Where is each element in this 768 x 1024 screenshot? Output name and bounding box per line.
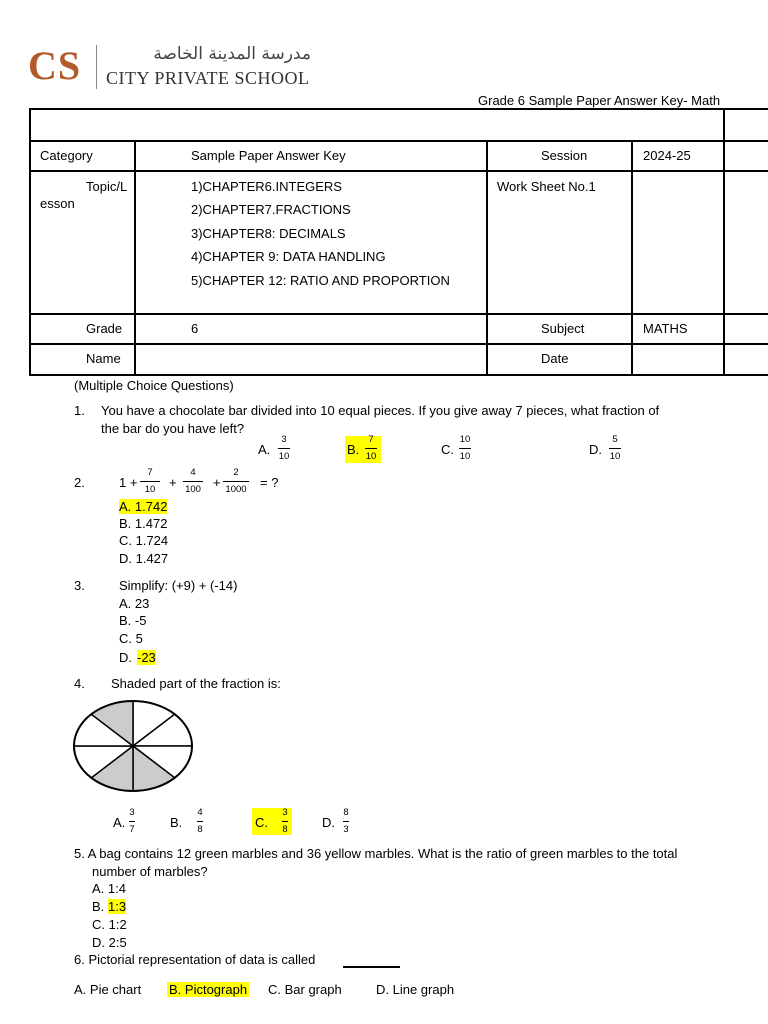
- expression-text: 1 +: [119, 475, 138, 490]
- answer-option-highlighted: 1:3: [108, 899, 127, 914]
- answer-option: A. Pie chart: [74, 982, 142, 997]
- question-text: Simplify: (+9) + (-14): [119, 578, 238, 593]
- answer-option: C. 1:2: [92, 917, 127, 932]
- question-text: 6. Pictorial representation of data is called: [74, 952, 316, 967]
- session-label: Session: [541, 148, 588, 163]
- question-number: 3.: [74, 578, 85, 593]
- answer-option: B. 1.472: [119, 516, 168, 531]
- table-border: [29, 343, 768, 345]
- subject-value: MATHS: [643, 321, 688, 336]
- grade-label: Grade: [86, 321, 123, 336]
- category-label: Category: [40, 148, 93, 163]
- option-letter: A.: [258, 442, 271, 457]
- answer-option-highlighted: B. Pictograph: [169, 982, 248, 997]
- option-letter: C.: [255, 815, 268, 830]
- grade-value: 6: [191, 321, 199, 336]
- answer-option: B. -5: [119, 613, 147, 628]
- expression-text: = ?: [260, 475, 279, 490]
- option-fraction: 8 3: [343, 807, 349, 835]
- question-text: You have a chocolate bar divided into 10 equal pieces. If you give away 7 pieces, what fraction of: [101, 403, 660, 418]
- question-number: 1.: [74, 403, 85, 418]
- option-fraction: 10 10: [459, 434, 471, 462]
- table-border: [29, 374, 768, 376]
- answer-option: A. 23: [119, 596, 150, 611]
- question-text: number of marbles?: [92, 864, 208, 879]
- chapter-item: 5)CHAPTER 12: RATIO AND PROPORTION: [191, 273, 450, 288]
- expression-fraction: 2 1000: [223, 468, 249, 494]
- document-title: Grade 6 Sample Paper Answer Key- Math: [478, 93, 721, 108]
- question-number: 2.: [74, 475, 85, 490]
- logo-divider: [96, 45, 97, 89]
- question-text: 5. A bag contains 12 green marbles and 36 yellow marbles. What is the ratio of green marbles to the total: [74, 846, 678, 861]
- option-fraction: 3 10: [278, 434, 290, 462]
- option-letter: B.: [170, 815, 183, 830]
- name-label: Name: [86, 351, 121, 366]
- school-name-english: CITY PRIVATE SCHOOL: [106, 68, 310, 88]
- answer-option: D. 2:5: [92, 935, 127, 950]
- answer-option: D. Line graph: [376, 982, 455, 997]
- expression-text: +: [169, 475, 177, 490]
- category-value: Sample Paper Answer Key: [191, 148, 346, 163]
- question-text: Shaded part of the fraction is:: [111, 676, 281, 691]
- option-fraction: 4 8: [197, 807, 203, 835]
- question-text: the bar do you have left?: [101, 421, 245, 436]
- topic-label-cont: esson: [40, 196, 75, 211]
- option-fraction: 5 10: [609, 434, 621, 462]
- answer-option-letter: B.: [92, 899, 105, 914]
- answer-option: C. 5: [119, 631, 143, 646]
- table-border: [723, 108, 725, 375]
- expression-text: +: [213, 475, 221, 490]
- question-number: 4.: [74, 676, 85, 691]
- option-fraction: 7 10: [365, 434, 377, 462]
- table-border: [29, 140, 768, 142]
- table-border: [29, 313, 768, 315]
- subject-label: Subject: [541, 321, 585, 336]
- table-border: [29, 108, 31, 375]
- table-border: [29, 170, 768, 172]
- table-border: [134, 140, 136, 375]
- school-name-arabic: مدرسة المدينة الخاصة: [153, 44, 311, 64]
- chapter-item: 1)CHAPTER6.INTEGERS: [191, 179, 342, 194]
- chapter-item: 2)CHAPTER7.FRACTIONS: [191, 202, 351, 217]
- option-letter: C.: [441, 442, 454, 457]
- chapter-item: 4)CHAPTER 9: DATA HANDLING: [191, 249, 386, 264]
- answer-option: A. 1:4: [92, 881, 126, 896]
- option-fraction: 3 8: [282, 807, 288, 835]
- option-letter: B.: [347, 442, 360, 457]
- date-label: Date: [541, 351, 569, 366]
- answer-blank-line: [343, 966, 400, 968]
- option-fraction: 3 7: [129, 807, 135, 835]
- answer-option-highlighted: A. 1.742: [119, 499, 168, 514]
- school-logo-abbr: CS: [28, 43, 82, 88]
- option-letter: A.: [113, 815, 126, 830]
- chapter-item: 3)CHAPTER8: DECIMALS: [191, 226, 346, 241]
- table-border: [29, 108, 768, 110]
- expression-fraction: 7 10: [140, 468, 160, 494]
- session-value: 2024-25: [643, 148, 691, 163]
- table-border: [631, 140, 633, 375]
- worksheet-number: Work Sheet No.1: [497, 179, 596, 194]
- topic-label: Topic/L: [86, 179, 128, 194]
- answer-option-highlighted: -23: [137, 650, 156, 665]
- expression-fraction: 4 100: [183, 468, 203, 494]
- fraction-circle-diagram: [70, 696, 196, 796]
- answer-option: C. Bar graph: [268, 982, 342, 997]
- option-letter: D.: [322, 815, 335, 830]
- option-letter: D.: [589, 442, 602, 457]
- answer-option: D. 1.427: [119, 551, 169, 566]
- table-border: [486, 140, 488, 375]
- answer-option-letter: D.: [119, 650, 132, 665]
- section-title: (Multiple Choice Questions): [74, 378, 234, 393]
- answer-option: C. 1.724: [119, 533, 169, 548]
